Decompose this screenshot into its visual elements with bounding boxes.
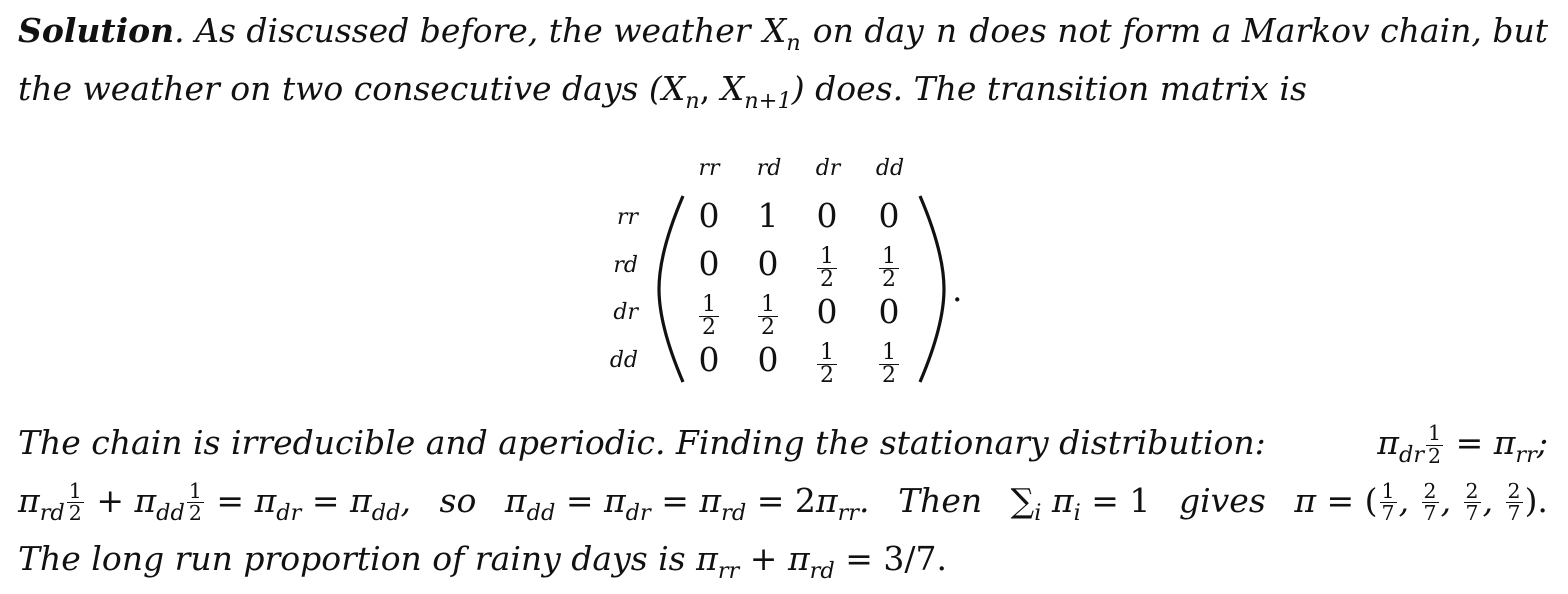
text-so: so: [439, 480, 477, 520]
row-label-dd: dd: [609, 348, 638, 373]
solution-label: Solution: [18, 11, 175, 50]
eq-equal: $\pi_{dd} = \pi_{dr} = \pi_{rd} = 2\pi_{rr}$.: [504, 480, 870, 526]
matrix-cell-dr-dd: 0: [878, 292, 900, 331]
col-label-rr: rr: [698, 156, 720, 181]
eq-pi-result: π = ( $\frac{1}{7}$ , $\frac{2}{7}$ , $\frac{2}{7}$ , $\frac{2}{7}$ ).: [1294, 478, 1548, 526]
text-on-day: on day: [812, 11, 924, 50]
right-paren: [914, 192, 948, 386]
text-consecutive: the weather on two consecutive days (: [18, 68, 662, 108]
matrix-cell-dr-rd: $\frac{1}{2}$: [743, 294, 793, 339]
matrix-cell-rd-dd: $\frac{1}{2}$: [864, 246, 914, 291]
matrix-cell-dd-rr: 0: [698, 340, 720, 379]
matrix-period: .: [952, 270, 963, 309]
stationary-line-2: [18, 478, 1548, 536]
text-gives: gives: [1178, 480, 1266, 520]
matrix-cell-rd-dr: $\frac{1}{2}$: [802, 246, 852, 291]
text-irreducible: The chain is irreducible and aperiodic. Finding the stationary distribution:: [18, 423, 1266, 462]
solution-line-2: the weather on two consecutive days ($X_n$, $X_{n+1}$) does. The transition matrix is: [18, 68, 1307, 114]
matrix-cell-dr-rr: $\frac{1}{2}$: [684, 294, 734, 339]
matrix-cell-dd-dr: $\frac{1}{2}$: [802, 342, 852, 387]
sub-n-plus-1: n+1: [744, 87, 792, 114]
matrix-cell-rd-rd: 0: [757, 244, 779, 283]
col-label-dd: dd: [875, 156, 905, 181]
col-label-dr: dr: [815, 156, 841, 181]
matrix-cell-rd-rr: 0: [698, 244, 720, 283]
col-label-rd: rd: [756, 156, 782, 181]
matrix-cell-dd-rd: 0: [757, 340, 779, 379]
intro-text: . As discussed before, the weather: [174, 11, 751, 50]
matrix-cell-rr-rr: 0: [698, 196, 720, 235]
matrix-cell-rr-dd: 0: [878, 196, 900, 235]
var-n: n: [935, 11, 958, 50]
matrix-cell-rr-rd: 1: [757, 196, 779, 235]
eq-balance: $\pi_{rd}$ $\frac{1}{2}$ + $\pi_{dd}$ $\frac{1}{2}$ = $\pi_{dr} = \pi_{dd}$,: [18, 478, 411, 526]
stationary-line-1: [18, 420, 1548, 478]
var-x: X: [762, 11, 787, 50]
row-label-rr: rr: [616, 205, 638, 230]
matrix-cell-dd-dd: $\frac{1}{2}$: [864, 342, 914, 387]
stationary-line-3: The long run proportion of rainy days is $\pi_{rr} + \pi_{rd} = 3/7$.: [18, 538, 947, 584]
sub-n: n: [786, 29, 801, 56]
matrix-cell-rr-dr: 0: [816, 196, 838, 235]
row-label-rd: rd: [613, 253, 638, 278]
row-label-dr: dr: [613, 300, 638, 325]
stationary-paragraph: [18, 420, 1548, 594]
matrix-cell-dr-dr: 0: [816, 292, 838, 331]
text-then: Then: [898, 480, 983, 520]
eq-sum: $\sum_i$ $\pi_i = 1$: [1010, 480, 1151, 526]
text-transition-matrix: ) does. The transition matrix is: [791, 68, 1307, 108]
text-markov: does not form a Markov chain, but: [969, 11, 1548, 50]
result-value: 3/7.: [883, 538, 947, 578]
text-long-run: The long run proportion of rainy days is: [18, 538, 686, 578]
eq-pi-dr-half: $\pi_{dr}$ $\frac{1}{2}$ = $\pi_{rr}$;: [1377, 421, 1548, 468]
